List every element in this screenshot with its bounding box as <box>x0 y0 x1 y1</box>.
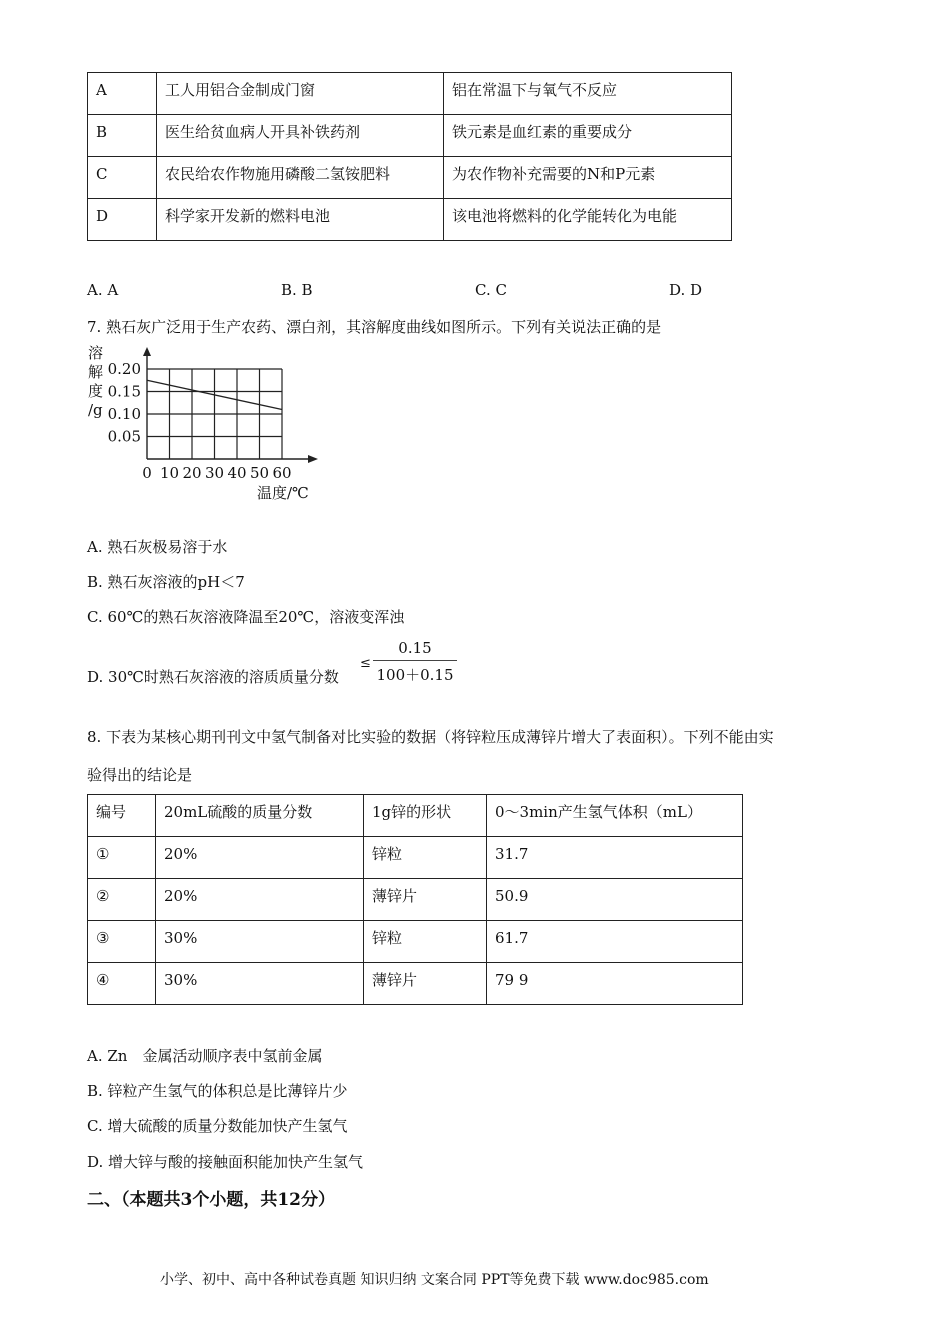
table-cell: 20% <box>156 879 364 921</box>
table-row <box>88 199 732 241</box>
x-tick-label: 0 <box>142 464 152 482</box>
table-cell: ④ <box>88 963 156 1005</box>
table-cell: D <box>88 199 157 241</box>
x-tick-label: 40 <box>227 464 247 482</box>
table-cell: 79 9 <box>487 963 743 1005</box>
x-tick-label: 20 <box>182 464 202 482</box>
experiment-table <box>87 794 743 1005</box>
y-tick-label: 0.05 <box>107 427 141 446</box>
y-label-char: /g <box>88 401 103 419</box>
y-tick-label: 0.20 <box>107 360 141 378</box>
table-row <box>88 963 743 1005</box>
table-cell: 薄锌片 <box>364 963 487 1005</box>
chart-x-axis-label: 温度/℃ <box>257 484 309 502</box>
q8-option-c[interactable]: C. 增大硫酸的质量分数能加快产生氢气 <box>87 1117 348 1135</box>
y-label-char: 度 <box>88 382 104 400</box>
section-title: 二、（本题共3个小题，共12分） <box>87 1190 335 1210</box>
table-cell: 铁元素是血红素的重要成分 <box>444 115 732 157</box>
table-cell: 农民给农作物施用磷酸二氢铵肥料 <box>157 157 444 199</box>
table-cell: 为农作物补充需要的N和P元素 <box>444 157 732 199</box>
table-row <box>88 73 732 115</box>
table-header-cell: 1g锌的形状 <box>364 795 487 837</box>
y-label-char: 溶 <box>88 344 104 362</box>
q7-option-d[interactable]: D. 30℃时熟石灰溶液的溶质质量分数 <box>87 668 339 686</box>
table-cell: 科学家开发新的燃料电池 <box>157 199 444 241</box>
y-axis-arrow <box>143 347 151 356</box>
chart-ticks <box>108 360 292 482</box>
table-row <box>88 921 743 963</box>
fraction <box>373 639 457 685</box>
table-header-cell: 20mL硫酸的质量分数 <box>156 795 364 837</box>
table-cell: 铝在常温下与氧气不反应 <box>444 73 732 115</box>
q6-option-c[interactable]: C. C <box>475 281 507 299</box>
table-cell: A <box>88 73 157 115</box>
table-cell: 30% <box>156 963 364 1005</box>
table-cell: 该电池将燃料的化学能转化为电能 <box>444 199 732 241</box>
table-cell: 锌粒 <box>364 921 487 963</box>
solubility-chart <box>80 342 330 507</box>
q7-stem: 7. 熟石灰广泛用于生产农药、漂白剂，其溶解度曲线如图所示。下列有关说法正确的是 <box>87 318 662 336</box>
table-cell: 医生给贫血病人开具补铁药剂 <box>157 115 444 157</box>
q6-option-a[interactable]: A. A <box>87 281 119 299</box>
table-cell: 薄锌片 <box>364 879 487 921</box>
q8-stem-line1: 8. 下表为某核心期刊刊文中氢气制备对比实验的数据（将锌粒压成薄锌片增大了表面积）。下列不能由实 <box>87 728 774 746</box>
x-tick-label: 30 <box>204 464 225 482</box>
table-cell: ① <box>88 837 156 879</box>
table-cell: 20% <box>156 837 364 879</box>
y-tick-label: 0.10 <box>107 405 141 423</box>
q6-option-b[interactable]: B. B <box>281 281 313 299</box>
table-header-row <box>88 795 743 837</box>
q8-option-d[interactable]: D. 增大锌与酸的接触面积能加快产生氢气 <box>87 1153 364 1171</box>
q7-option-b[interactable]: B. 熟石灰溶液的pH＜7 <box>87 573 245 591</box>
footer: 小学、初中、高中各种试卷真题 知识归纳 文案合同 PPT等免费下载 www.doc985.com <box>160 1272 709 1288</box>
y-tick-label: 0.15 <box>107 382 141 401</box>
table-row <box>88 837 743 879</box>
table-row <box>88 115 732 157</box>
table-cell: 工人用铝合金制成门窗 <box>157 73 444 115</box>
table-cell: B <box>88 115 157 157</box>
answer-table <box>87 72 732 241</box>
q8-option-a[interactable]: A. Zn 金属活动顺序表中氢前金属 <box>87 1047 323 1065</box>
q8-option-b[interactable]: B. 锌粒产生氢气的体积总是比薄锌片少 <box>87 1082 348 1100</box>
table-header-cell: 编号 <box>88 795 156 837</box>
table-cell: C <box>88 157 157 199</box>
chart-y-axis-label <box>88 344 103 419</box>
leq-symbol: ≤ <box>360 656 371 671</box>
q6-option-d[interactable]: D. D <box>669 281 703 299</box>
x-tick-label: 10 <box>159 464 180 482</box>
x-axis-arrow <box>308 455 318 463</box>
table-cell: ② <box>88 879 156 921</box>
table-cell: 30% <box>156 921 364 963</box>
table-cell: ③ <box>88 921 156 963</box>
chart-grid <box>147 369 282 459</box>
fraction-numerator: 0.15 <box>373 639 457 661</box>
table-cell: 锌粒 <box>364 837 487 879</box>
x-tick-label: 50 <box>249 464 270 482</box>
q7-option-a[interactable]: A. 熟石灰极易溶于水 <box>87 538 228 556</box>
q7-option-c[interactable]: C. 60℃的熟石灰溶液降温至20℃，溶液变浑浊 <box>87 608 405 626</box>
table-cell: 50.9 <box>487 879 743 921</box>
x-tick-label: 60 <box>272 464 292 482</box>
y-label-char: 解 <box>88 363 104 381</box>
q8-stem-line2: 验得出的结论是 <box>87 766 193 784</box>
table-row <box>88 157 732 199</box>
table-cell: 61.7 <box>487 921 743 963</box>
table-header-cell: 0～3min产生氢气体积（mL） <box>487 795 743 837</box>
table-cell: 31.7 <box>487 837 743 879</box>
table-row <box>88 879 743 921</box>
fraction-denominator: 100＋0.15 <box>376 666 454 684</box>
